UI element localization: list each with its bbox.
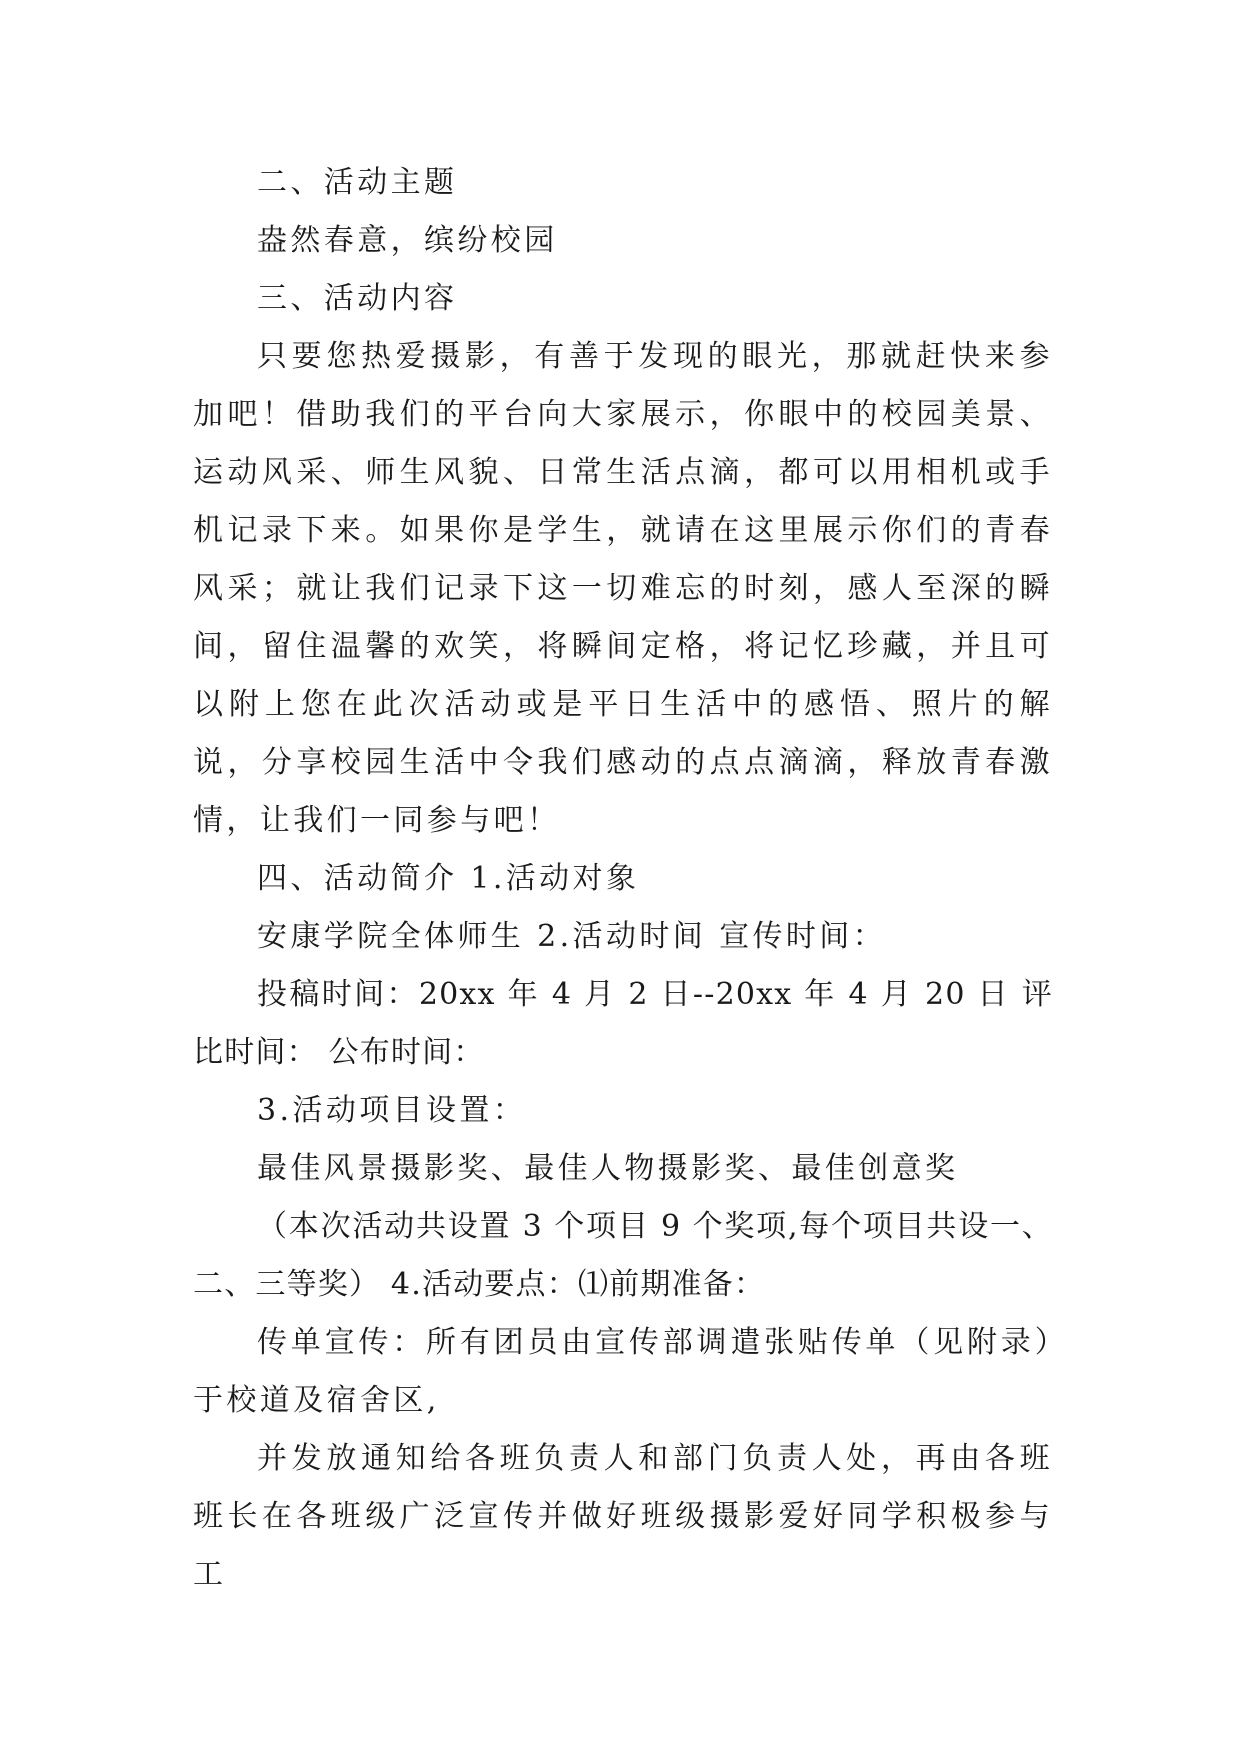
award-note: （本次活动共设置 3 个项目 9 个奖项,每个项目共设一、二、三等奖） 4.活动要点：⑴前期准备： [193, 1209, 1053, 1302]
section-heading-intro: 四、活动简介 1.活动对象 [257, 861, 640, 896]
notice-distribution: 并发放通知给各班负责人和部门负责人处，再由各班班长在各班级广泛宣传并做好班级摄影爱好同学积极参与工 [193, 1441, 1053, 1592]
award-list: 最佳风景摄影奖、最佳人物摄影奖、最佳创意奖 [257, 1151, 959, 1186]
flyer-promotion: 传单宣传：所有团员由宣传部调遣张贴传单（见附录）于校道及宿舍区, [193, 1325, 1053, 1418]
theme-text: 盎然春意，缤纷校园 [257, 223, 558, 258]
participants-and-time: 安康学院全体师生 2.活动时间 宣传时间： [257, 919, 887, 954]
document-body [193, 154, 1053, 1604]
section-heading-content: 三、活动内容 [257, 281, 458, 316]
submission-time: 投稿时间：20xx 年 4 月 2 日--20xx 年 4 月 20 日 评比时间： 公布时间： [193, 977, 1053, 1070]
project-settings-heading: 3.活动项目设置： [257, 1093, 527, 1128]
content-paragraph: 只要您热爱摄影，有善于发现的眼光，那就赶快来参加吧！借助我们的平台向大家展示，你眼中的校园美景、运动风采、师生风貌、日常生活点滴，都可以用相机或手机记录下来。如果你是学生，就请在这里展示你们的青春风采；就让我们记录下这一切难忘的时刻，感人至深的瞬间，留住温馨的欢笑，将瞬间定格，将记忆珍藏，并且可以附上您在此次活动或是平日生活中的感悟、照片的解说，分享校园生活中令我们感动的点点滴滴，释放青春激情，让我们一同参与吧！ [193, 339, 1053, 838]
section-heading-theme: 二、活动主题 [257, 165, 458, 200]
